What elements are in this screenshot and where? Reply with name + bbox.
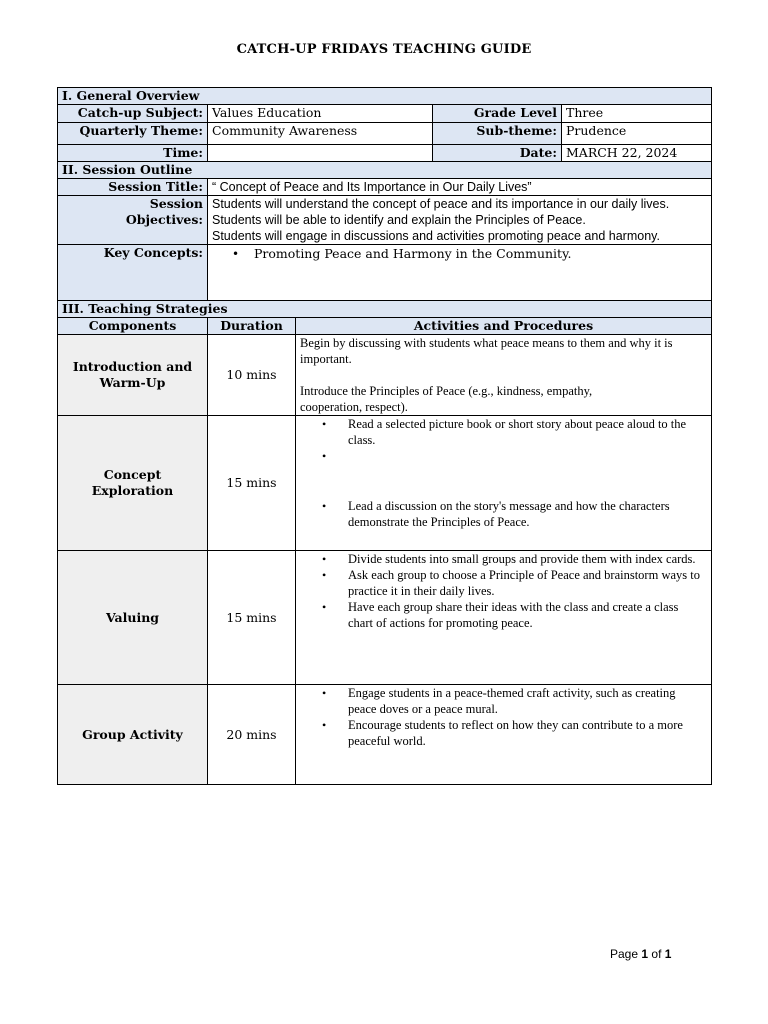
general-overview-heading: I. General Overview — [58, 88, 712, 105]
intro-paragraph-1: Begin by discussing with students what peace means to them and why it is important. — [300, 336, 673, 366]
page-word: Page — [610, 947, 639, 961]
objective-item: Students will understand the concept of peace and its importance in our daily lives. — [212, 197, 670, 211]
page-number: 1 — [641, 947, 649, 961]
list-spacer — [300, 448, 697, 498]
key-concepts-value — [208, 245, 712, 301]
page-footer — [610, 947, 671, 961]
group-activity-duration: 20 mins — [208, 685, 296, 785]
time-value — [208, 145, 433, 162]
teaching-strategies-heading: III. Teaching Strategies — [58, 301, 712, 318]
time-label: Time: — [58, 145, 208, 162]
concept-activities — [296, 416, 712, 551]
subject-value: Values Education — [208, 105, 433, 123]
concept-row — [58, 416, 712, 551]
date-label: Date: — [433, 145, 562, 162]
session-title-row — [58, 179, 712, 196]
document-title: CATCH-UP FRIDAYS TEACHING GUIDE — [236, 42, 532, 57]
concept-item: • Lead a discussion on the story's message and how the characters demonstrate the Principles of Peace. — [300, 498, 697, 530]
duration-header: Duration — [208, 318, 296, 335]
group-activity-component: Group Activity — [58, 685, 208, 785]
intro-row — [58, 335, 712, 416]
group-activity-item: • Engage students in a peace-themed craft activity, such as creating peace doves or a peace mural. — [300, 685, 701, 717]
group-activity-item: • Encourage students to reflect on how they can contribute to a more peaceful world. — [300, 717, 701, 749]
session-objectives-label — [58, 196, 208, 245]
valuing-item: • Divide students into small groups and provide them with index cards. — [300, 551, 701, 567]
subject-row — [58, 105, 712, 123]
valuing-list — [300, 551, 707, 631]
concept-list — [300, 416, 707, 530]
objectives-label-line-2: Objectives: — [125, 212, 203, 227]
intro-name-line-2: Warm-Up — [99, 375, 166, 390]
group-activity-list — [300, 685, 707, 749]
valuing-duration: 15 mins — [208, 551, 296, 685]
intro-duration: 10 mins — [208, 335, 296, 416]
key-concepts-label: Key Concepts: — [58, 245, 208, 301]
grade-label: Grade Level — [433, 105, 562, 123]
group-activity-row — [58, 685, 712, 785]
concept-item: • Read a selected picture book or short story about peace aloud to the class. — [300, 416, 697, 448]
key-concepts-list — [212, 246, 707, 262]
teaching-strategies-heading-row — [58, 301, 712, 318]
intro-paragraph-2: Introduce the Principles of Peace (e.g., kindness, empathy, cooperation, respect). — [300, 384, 593, 414]
intro-activities — [296, 335, 712, 416]
objective-item: Students will be able to identify and explain the Principles of Peace. — [212, 213, 586, 227]
teaching-guide-table — [57, 87, 712, 785]
time-row — [58, 145, 712, 162]
concept-component — [58, 416, 208, 551]
concept-duration: 15 mins — [208, 416, 296, 551]
key-concept-item: • Promoting Peace and Harmony in the Community. — [212, 246, 707, 262]
page-total: 1 — [664, 947, 672, 961]
theme-row — [58, 123, 712, 145]
group-activity-activities — [296, 685, 712, 785]
valuing-item: • Ask each group to choose a Principle of Peace and brainstorm ways to practice it in their daily lives. — [300, 567, 701, 599]
intro-component — [58, 335, 208, 416]
theme-value: Community Awareness — [208, 123, 433, 145]
valuing-item: • Have each group share their ideas with the class and create a class chart of actions for promoting peace. — [300, 599, 701, 631]
activities-header: Activities and Procedures — [296, 318, 712, 335]
session-objectives-row — [58, 196, 712, 245]
session-outline-heading-row — [58, 162, 712, 179]
session-objectives-value — [208, 196, 712, 245]
strategies-header-row — [58, 318, 712, 335]
concept-name-line-2: Exploration — [91, 483, 174, 498]
valuing-row — [58, 551, 712, 685]
general-overview-heading-row — [58, 88, 712, 105]
theme-label: Quarterly Theme: — [58, 123, 208, 145]
key-concepts-row — [58, 245, 712, 301]
components-header: Components — [58, 318, 208, 335]
valuing-activities — [296, 551, 712, 685]
concept-name-line-1: Concept — [103, 467, 162, 482]
objective-item: Students will engage in discussions and activities promoting peace and harmony. — [212, 229, 660, 243]
subtheme-value: Prudence — [562, 123, 712, 145]
session-title-label: Session Title: — [58, 179, 208, 196]
date-value: MARCH 22, 2024 — [562, 145, 712, 162]
subtheme-label: Sub-theme: — [433, 123, 562, 145]
subject-label: Catch-up Subject: — [58, 105, 208, 123]
grade-value: Three — [562, 105, 712, 123]
objectives-label-line-1: Session — [149, 196, 203, 211]
session-title-value: “ Concept of Peace and Its Importance in Our Daily Lives” — [208, 179, 712, 196]
session-outline-heading: II. Session Outline — [58, 162, 712, 179]
valuing-component: Valuing — [58, 551, 208, 685]
intro-name-line-1: Introduction and — [72, 359, 193, 374]
of-word: of — [651, 947, 662, 961]
